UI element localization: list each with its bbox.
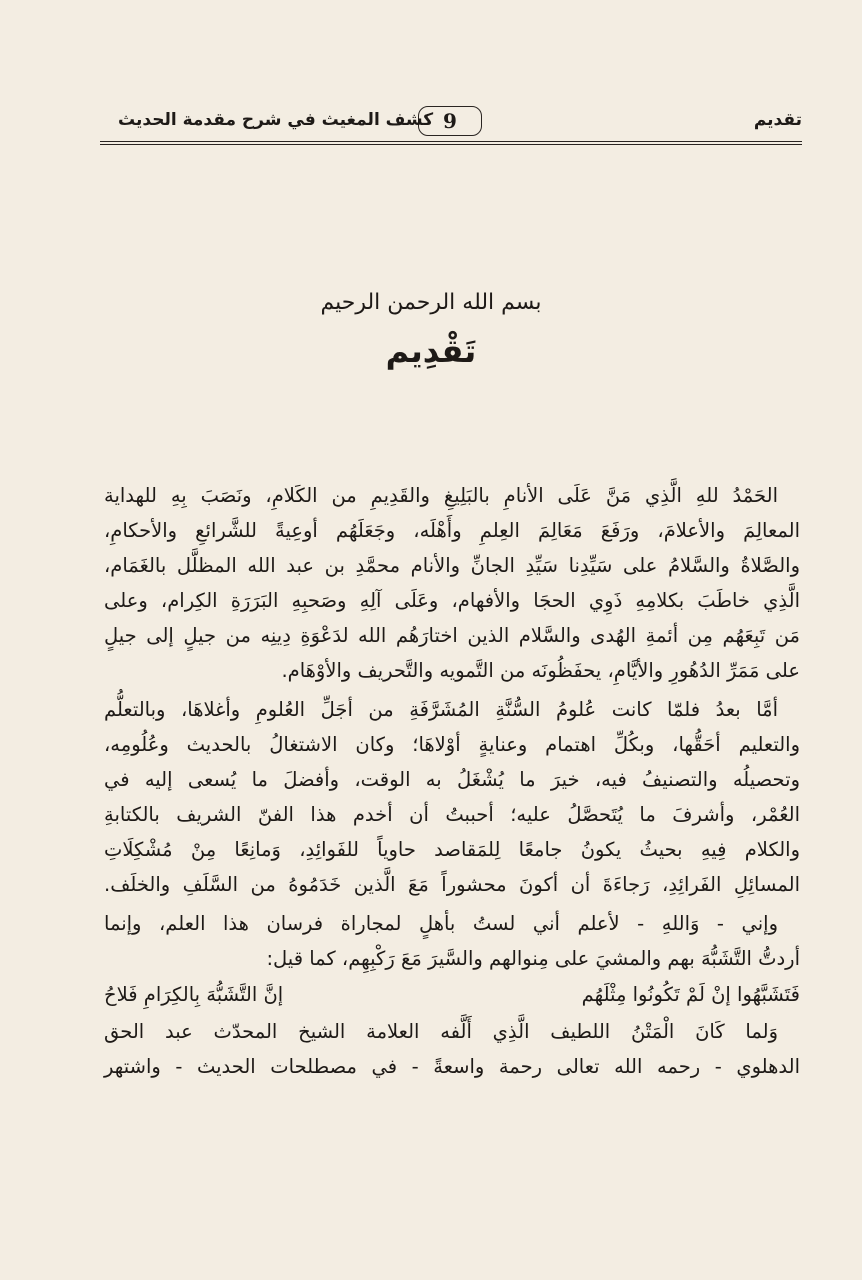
chapter-title: تَقْدِيم	[385, 332, 477, 370]
page-number: 9	[418, 106, 482, 136]
paragraph	[104, 692, 800, 902]
text-line: المعالِمَ والأعلامَ، ورَفَعَ مَعَالِمَ العِلمِ وأَهْلَه، وجَعَلَهُم أوعِيةً للشَّرائعِ والأحكامِ،	[104, 519, 800, 542]
paragraph	[104, 478, 800, 688]
text-line: والتعليم أحَقُّها، وبكُلِّ اهتمام وعنايةٍ أوْلاهَا؛ وكان الاشتغالُ بالحديث وعُلُومِه،	[104, 733, 800, 756]
text-line: أردتُّ التَّشَبُّهَ بهم والمشيَ على مِنوالهم والسَّيرَ مَعَ رَكْبِهِم، كما قيل:	[266, 947, 800, 970]
text-line: والكلام فِيهِ بحيثُ يكونُ جامعًا لِلمَقاصد حاوياً للفَوائِدِ، وَمانِعًا مِنْ مُشْكِلَاتِ	[104, 838, 800, 861]
header-book-title: كشف المغيث في شرح مقدمة الحديث	[118, 110, 434, 130]
poem-first-hemistich: فَتَشَبَّهُوا إنْ لَمْ تَكُونُوا مِثْلَهُم	[581, 983, 800, 1006]
body-text	[104, 478, 800, 1084]
basmala: بسم الله الرحمن الرحيم	[320, 290, 542, 315]
text-line: الحَمْدُ للهِ الَّذِي مَنَّ عَلَى الأنامِ بالبَلِيغِ والقَدِيمِ من الكَلامِ، ونَصَبَ بِهِ للهداية	[104, 484, 778, 507]
text-line: الَّذِي خاطَبَ بكلامِهِ ذَوِي الحجَا والأفهام، وعَلَى آلِهِ وصَحبِهِ البَرَرَةِ الكِرام، وعلى	[104, 589, 800, 612]
header-double-rule	[100, 141, 802, 145]
text-line: وتحصيلُه والتصنيفُ فيه، خيرَ ما يُشْغَلُ به الوقت، وأفضلَ ما يُسعى إليه في	[104, 768, 800, 791]
text-line: وإني - وَاللهِ - لأعلم أني لستُ بأهلٍ لمجاراة فرسان هذا العلم، وإنما	[104, 912, 778, 935]
header-section-name: تقديم	[753, 110, 802, 130]
paragraph	[104, 1014, 800, 1084]
text-line: الدهلوي - رحمه الله تعالى رحمة واسعةً - في مصطلحات الحديث - واشتهر	[104, 1055, 800, 1078]
poem-verse	[104, 976, 800, 1014]
running-header	[100, 104, 802, 138]
text-line: المسائِلِ الفَرائِدِ، رَجاءَةَ أن أكونَ محشوراً مَعَ الَّذين خَدَمُوهُ من السَّلَفِ والخلَف.	[104, 873, 800, 896]
text-line: العُمْر، وأشرفَ ما يُتَحصَّلُ عليه؛ أحببتُ أن أخدم هذا الفنّ الشريف بالكتابةِ	[104, 803, 800, 826]
text-line: أمَّا بعدُ فلمّا كانت عُلومُ السُّنَّةِ المُشَرَّفَةِ من أجَلِّ العُلومِ وأغلاهَا، وبالتعلُّم	[104, 698, 778, 721]
text-line: على مَمَرِّ الدُهُورِ والأيَّامِ، يحفَظُونَه من التَّمويه والتَّحريف والأوْهَام.	[281, 659, 800, 682]
text-line: وَلما كَانَ الْمَتْنُ اللطيف الَّذِي أَلَّفه العلامة الشيخ المحدّث عبد الحق	[104, 1020, 778, 1043]
text-line: مَن تَبِعَهُم مِن أئمةِ الهُدى والسَّلام الذين اختارَهُم الله لدَعْوَةِ دِينِه من جيلٍ إلى جيلٍ	[104, 624, 800, 647]
paragraph	[104, 906, 800, 976]
text-line: والصَّلاةُ والسَّلامُ على سَيِّدِنا سَيِّدِ الجانِّ والأنام محمَّدِ بن عبد الله المظلَّل بالغَمَام،	[104, 554, 800, 577]
poem-second-hemistich: إنَّ التَّشَبُّهَ بِالكِرَامِ فَلاحُ	[104, 983, 284, 1006]
